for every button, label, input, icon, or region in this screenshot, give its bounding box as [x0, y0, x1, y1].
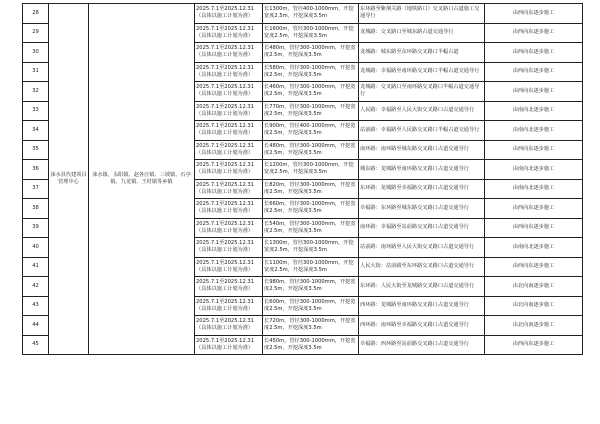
construction-period: 2025.7.1至2025.12.31 — [196, 6, 254, 13]
construction-scope-cell: 长1100m，管径300-1000mm，开挖宽度2.5m，开挖深度3.5m — [263, 257, 359, 277]
traffic-arrangement-cell: 龙城路：幸福路至南环路交叉路口半幅占道交通导行 — [359, 62, 485, 82]
traffic-arrangement-cell: 龙城路：交叉路口至城东路占道交通导行 — [359, 23, 485, 43]
row-number: 35 — [23, 140, 49, 160]
row-number: 32 — [23, 82, 49, 102]
remark-cell: 由西向东逐步施工 — [485, 62, 583, 82]
row-number: 29 — [23, 23, 49, 43]
remark-cell: 由西向东逐步施工 — [485, 218, 583, 238]
schedule-note: （具体以施工计划为准） — [196, 208, 254, 215]
construction-period-cell — [195, 43, 263, 63]
row-number: 34 — [23, 121, 49, 141]
construction-scope-cell: 长1200m，管径300-1000mm，开挖宽度2.5m，开挖深度3.5m — [263, 160, 359, 180]
row-number: 38 — [23, 199, 49, 219]
remark-cell: 由南向北逐步施工 — [485, 238, 583, 258]
construction-location-cell: 涞水镇、永阳镇、赵各庄镇、三坡镇、石亭镇、九龙镇、王村镇等乡镇 — [89, 4, 195, 355]
traffic-arrangement-cell: 站前路：幸福路至人民路交叉路口半幅占道交通导行 — [359, 121, 485, 141]
row-number: 41 — [23, 257, 49, 277]
construction-period-cell — [195, 335, 263, 355]
construction-period: 2025.7.1至2025.12.31 — [196, 318, 254, 325]
construction-scope-cell: 长660m，管径300-1000mm，开挖宽度2.5m，开挖深度3.5m — [263, 199, 359, 219]
traffic-arrangement-cell: 南环路：幸福路至站前路交叉路口占道交通导行 — [359, 218, 485, 238]
construction-period: 2025.7.1至2025.12.31 — [196, 64, 254, 71]
traffic-arrangement-cell: 人民大街：站前路至东环路交叉路口占道交通导行 — [359, 257, 485, 277]
construction-schedule-table — [22, 3, 583, 355]
schedule-note: （具体以施工计划为准） — [196, 266, 254, 273]
traffic-arrangement-cell: 西环路：南环路至幸福路交叉路口占道交通导行 — [359, 316, 485, 336]
construction-period-cell — [195, 121, 263, 141]
traffic-arrangement-cell: 东环路：龙城路至幸福路交叉路口占道交通导行 — [359, 179, 485, 199]
construction-period-cell — [195, 257, 263, 277]
construction-period: 2025.7.1至2025.12.31 — [196, 298, 254, 305]
traffic-arrangement-cell: 龙城路：交叉路口至南环路交叉路口半幅占道交通导行 — [359, 82, 485, 102]
schedule-note: （具体以施工计划为准） — [196, 32, 254, 39]
remark-cell: 由西向东逐步施工 — [485, 335, 583, 355]
remark-cell: 由西向东逐步施工 — [485, 4, 583, 24]
construction-period: 2025.7.1至2025.12.31 — [196, 240, 254, 247]
construction-scope-cell: 长460m，管径300-1000mm，开挖宽度2.5m，开挖深度3.5m — [263, 82, 359, 102]
construction-scope-cell: 长980m，管径300-1000mm，开挖宽度2.5m，开挖深度3.5m — [263, 277, 359, 297]
construction-period-cell — [195, 140, 263, 160]
schedule-note: （具体以施工计划为准） — [196, 13, 254, 20]
construction-scope-cell: 长820m，管径300-1000mm，开挖宽度2.5m，开挖深度3.5m — [263, 179, 359, 199]
schedule-note: （具体以施工计划为准） — [196, 91, 254, 98]
construction-period-cell — [195, 82, 263, 102]
traffic-arrangement-cell: 南环路：南环路至城东路交叉路口占道交通导行 — [359, 140, 485, 160]
construction-period-cell — [195, 296, 263, 316]
row-number: 39 — [23, 218, 49, 238]
row-number: 28 — [23, 4, 49, 24]
remark-cell: 由西向东逐步施工 — [485, 199, 583, 219]
schedule-note: （具体以施工计划为准） — [196, 130, 254, 137]
schedule-note: （具体以施工计划为准） — [196, 188, 254, 195]
construction-scope-cell: 长770m，管径300-1000mm，开挖宽度2.5m，开挖深度3.5m — [263, 101, 359, 121]
row-number: 42 — [23, 277, 49, 297]
responsible-unit-cell: 涞水县代建项目管理中心 — [49, 4, 89, 355]
construction-scope-cell: 长600m，管径300-1000mm，开挖宽度2.5m，开挖深度3.5m — [263, 296, 359, 316]
schedule-note: （具体以施工计划为准） — [196, 149, 254, 156]
construction-period-cell — [195, 316, 263, 336]
remark-cell: 由南向北逐步施工 — [485, 121, 583, 141]
row-number: 43 — [23, 296, 49, 316]
schedule-note: （具体以施工计划为准） — [196, 110, 254, 117]
construction-period: 2025.7.1至2025.12.31 — [196, 45, 254, 52]
schedule-note: （具体以施工计划为准） — [196, 247, 254, 254]
remark-cell: 由西向东逐步施工 — [485, 23, 583, 43]
construction-period-cell — [195, 179, 263, 199]
construction-period-cell — [195, 160, 263, 180]
construction-scope-cell: 长1600m，管径300-1000mm，开挖宽度2.5m，开挖深度3.5m — [263, 23, 359, 43]
remark-cell: 由北向南逐步施工 — [485, 277, 583, 297]
schedule-note: （具体以施工计划为准） — [196, 169, 254, 176]
remark-cell: 由南向北逐步施工 — [485, 160, 583, 180]
construction-period-cell — [195, 218, 263, 238]
construction-period: 2025.7.1至2025.12.31 — [196, 25, 254, 32]
construction-period: 2025.7.1至2025.12.31 — [196, 181, 254, 188]
construction-period: 2025.7.1至2025.12.31 — [196, 123, 254, 130]
schedule-note: （具体以施工计划为准） — [196, 286, 254, 293]
construction-scope-cell: 长900m，管径400-1000mm，开挖宽度2.5m，开挖深度3.5m — [263, 121, 359, 141]
traffic-arrangement-cell: 站前路：南环路至人民大街交叉路口占道交通导行 — [359, 238, 485, 258]
traffic-arrangement-cell: 城东路：龙城路至南环路交叉路口占道交通导行 — [359, 160, 485, 180]
construction-period-cell — [195, 101, 263, 121]
traffic-arrangement-cell: 西环路：龙城路至南环路交叉路口占道交通导行 — [359, 296, 485, 316]
construction-period: 2025.7.1至2025.12.31 — [196, 337, 254, 344]
remark-cell: 由西向东逐步施工 — [485, 140, 583, 160]
remark-cell: 由北向南逐步施工 — [485, 316, 583, 336]
row-number: 40 — [23, 238, 49, 258]
schedule-note: （具体以施工计划为准） — [196, 52, 254, 59]
schedule-note: （具体以施工计划为准） — [196, 71, 254, 78]
construction-period: 2025.7.1至2025.12.31 — [196, 259, 254, 266]
row-number: 36 — [23, 160, 49, 180]
construction-period: 2025.7.1至2025.12.31 — [196, 142, 254, 149]
row-number: 31 — [23, 62, 49, 82]
construction-scope-cell: 长720m，管径300-1000mm，开挖宽度2.5m，开挖深度3.5m — [263, 316, 359, 336]
remark-cell: 由西向东逐步施工 — [485, 257, 583, 277]
schedule-note: （具体以施工计划为准） — [196, 344, 254, 351]
construction-scope-cell: 长1300m，管径300-1000mm，开挖宽度2.5m，开挖深度3.5m — [263, 238, 359, 258]
construction-period-cell — [195, 277, 263, 297]
construction-period: 2025.7.1至2025.12.31 — [196, 279, 254, 286]
row-number: 45 — [23, 335, 49, 355]
construction-scope-cell: 长480m，管径300-1000mm，开挖宽度2.5m，开挖深度3.5m — [263, 43, 359, 63]
construction-scope-cell: 长480m，管径300-1000mm，开挖宽度2.5m，开挖深度3.5m — [263, 140, 359, 160]
construction-period: 2025.7.1至2025.12.31 — [196, 220, 254, 227]
construction-period: 2025.7.1至2025.12.31 — [196, 201, 254, 208]
construction-scope-cell: 长580m，管径300-1000mm，开挖宽度2.5m，开挖深度3.5m — [263, 62, 359, 82]
construction-period-cell — [195, 62, 263, 82]
schedule-note: （具体以施工计划为准） — [196, 305, 254, 312]
construction-period: 2025.7.1至2025.12.31 — [196, 162, 254, 169]
traffic-arrangement-cell: 东环路：人民大街至龙城路交叉路口占道交通导行 — [359, 277, 485, 297]
remark-cell: 由北向南逐步施工 — [485, 296, 583, 316]
row-number: 30 — [23, 43, 49, 63]
traffic-arrangement-cell: 幸福路：西环路至站前路交叉路口占道交通导行 — [359, 335, 485, 355]
row-number: 44 — [23, 316, 49, 336]
construction-scope-cell: 长1300m，管径400-1000mm，开挖宽度2.5m，开挖深度3.5m — [263, 4, 359, 24]
remark-cell: 由西向东逐步施工 — [485, 82, 583, 102]
traffic-arrangement-cell: 龙城路：城东路至东环路交叉路口半幅占道 — [359, 43, 485, 63]
construction-period-cell — [195, 4, 263, 24]
remark-cell: 由西向东逐步施工 — [485, 43, 583, 63]
construction-period-cell — [195, 23, 263, 43]
row-number: 33 — [23, 101, 49, 121]
traffic-arrangement-cell: 东环路至紫荆关路（地铁路口）交叉路口占道施工交通导行 — [359, 4, 485, 24]
remark-cell: 由南向北逐步施工 — [485, 179, 583, 199]
construction-scope-cell: 长450m，管径300-1000mm，开挖宽度2.5m，开挖深度3.5m — [263, 335, 359, 355]
construction-period-cell — [195, 199, 263, 219]
construction-period: 2025.7.1至2025.12.31 — [196, 84, 254, 91]
table-row — [23, 4, 583, 24]
traffic-arrangement-cell: 幸福路：东环路至城东路交叉路口占道交通导行 — [359, 199, 485, 219]
traffic-arrangement-cell: 人民路：幸福路至人民大街交叉路口占道交通导行 — [359, 101, 485, 121]
schedule-note: （具体以施工计划为准） — [196, 325, 254, 332]
table-body — [23, 4, 583, 355]
remark-cell: 由南向北逐步施工 — [485, 101, 583, 121]
construction-period: 2025.7.1至2025.12.31 — [196, 103, 254, 110]
construction-scope-cell: 长540m，管径300-1000mm，开挖宽度2.5m，开挖深度3.5m — [263, 218, 359, 238]
construction-period-cell — [195, 238, 263, 258]
schedule-note: （具体以施工计划为准） — [196, 227, 254, 234]
row-number: 37 — [23, 179, 49, 199]
